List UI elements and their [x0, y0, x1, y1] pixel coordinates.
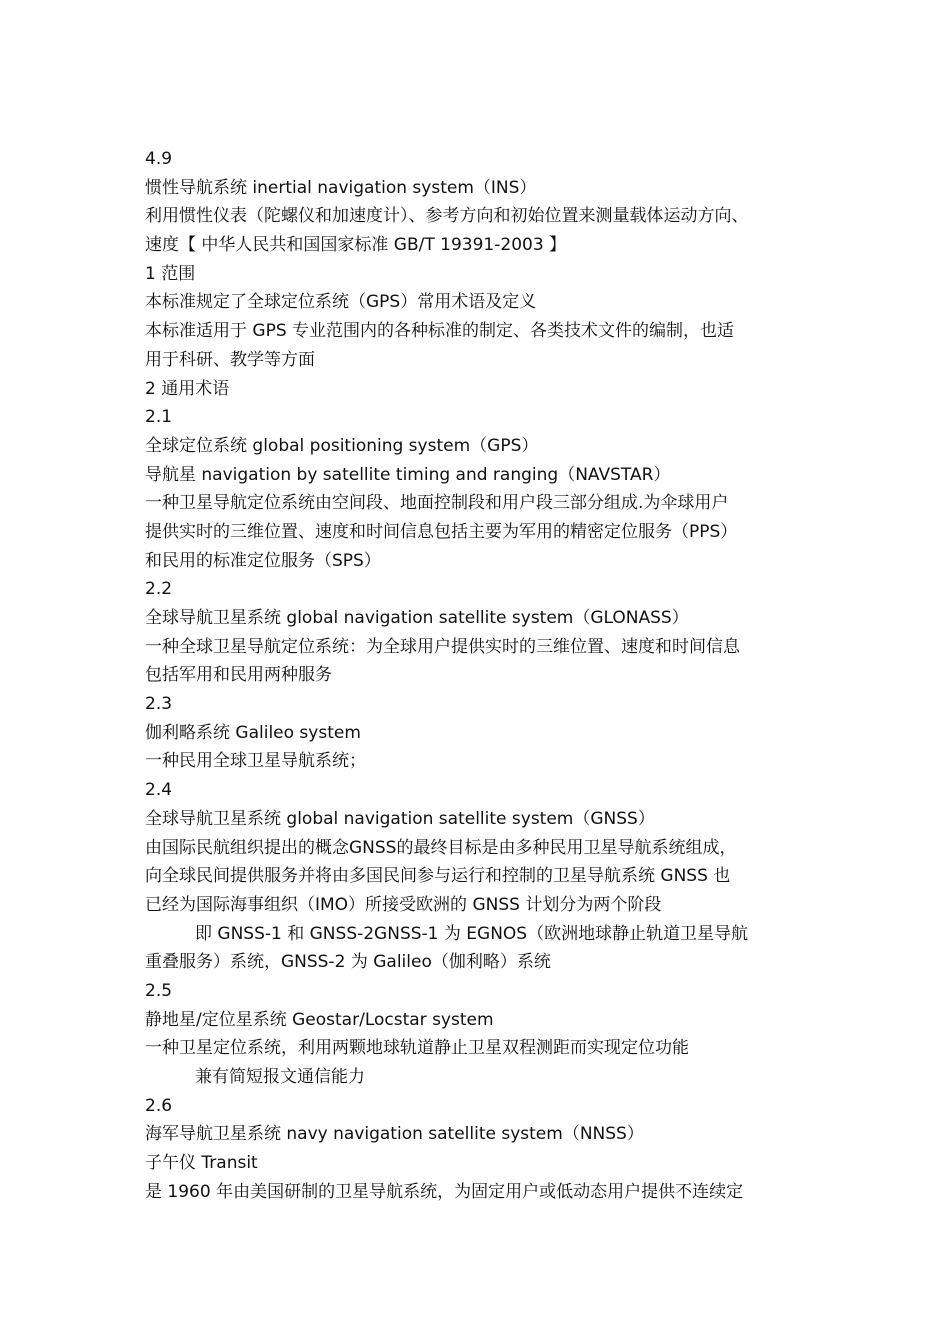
text-line: 用于科研、教学等方面 — [145, 349, 315, 370]
text-line: 海军导航卫星系统 navy navigation satellite system（NNSS） — [145, 1124, 644, 1145]
text-line: 惯性导航系统 inertial navigation system（INS） — [145, 177, 537, 198]
text-line: 静地星/定位星系统 Geostar/Locstar system — [145, 1009, 494, 1030]
text-line: 利用惯性仪表（陀螺仪和加速度计）、参考方向和初始位置来测量载体运动方向、 — [145, 206, 749, 227]
text-line: 2.1 — [145, 407, 173, 428]
text-line: 全球导航卫星系统 global navigation satellite system（GNSS） — [145, 808, 655, 829]
text-line: 子午仪 Transit — [145, 1153, 258, 1174]
text-line: 2.5 — [145, 980, 173, 1001]
text-line: 2 通用术语 — [145, 378, 230, 399]
text-line: 本标准适用于 GPS 专业范围内的各种标准的制定、各类技术文件的编制，也适 — [145, 321, 735, 342]
text-line: 2.3 — [145, 694, 173, 715]
text-line: 即 GNSS-1 和 GNSS-2GNSS-1 为 EGNOS（欧洲地球静止轨道卫星导航 — [195, 923, 749, 944]
text-line: 伽利略系统 Galileo system — [145, 722, 361, 743]
text-line: 2.6 — [145, 1095, 173, 1116]
text-line: 本标准规定了全球定位系统（GPS）常用术语及定义 — [145, 292, 537, 313]
text-line: 一种民用全球卫星导航系统； — [145, 751, 366, 772]
text-line: 重叠服务）系统，GNSS-2 为 Galileo（伽利略）系统 — [145, 952, 551, 973]
text-line: 1 范围 — [145, 263, 196, 284]
text-line: 全球导航卫星系统 global navigation satellite system（GLONASS） — [145, 608, 689, 628]
text-line: 速度【 中华人民共和国国家标准 GB/T 19391-2003 】 — [145, 235, 567, 256]
text-line: 向全球民间提供服务并将由多国民间参与运行和控制的卫星导航系统 GNSS 也 — [145, 866, 731, 887]
text-line: 一种卫星定位系统，利用两颗地球轨道静止卫星双程测距而实现定位功能 — [145, 1038, 689, 1059]
text-line: 导航星 navigation by satellite timing and ranging（NAVSTAR） — [145, 464, 671, 485]
document-body — [145, 145, 810, 1206]
text-line: 和民用的标准定位服务（SPS） — [145, 550, 381, 571]
text-line: 2.2 — [145, 579, 173, 600]
text-line: 是 1960 年由美国研制的卫星导航系统，为固定用户或低动态用户提供不连续定 — [145, 1181, 744, 1202]
text-line: 兼有简短报文通信能力 — [195, 1067, 365, 1087]
text-line: 已经为国际海事组织（IMO）所接受欧洲的 GNSS 计划分为两个阶段 — [145, 894, 662, 915]
text-line: 全球定位系统 global positioning system（GPS） — [145, 435, 539, 456]
text-line: 一种全球卫星导航定位系统：为全球用户提供实时的三维位置、速度和时间信息 — [145, 636, 740, 657]
text-line: 4.9 — [145, 149, 173, 169]
text-line: 包括军用和民用两种服务 — [145, 665, 332, 686]
text-line: 一种卫星导航定位系统由空间段、地面控制段和用户段三部分组成.为伞球用户 — [145, 493, 729, 514]
text-line: 2.4 — [145, 780, 173, 801]
text-line: 提供实时的三维位置、速度和时间信息包括主要为军用的精密定位服务（PPS） — [145, 521, 738, 542]
text-line: 由国际民航组织提出的概念GNSS的最终目标是由多种民用卫星导航系统组成， — [145, 837, 737, 858]
